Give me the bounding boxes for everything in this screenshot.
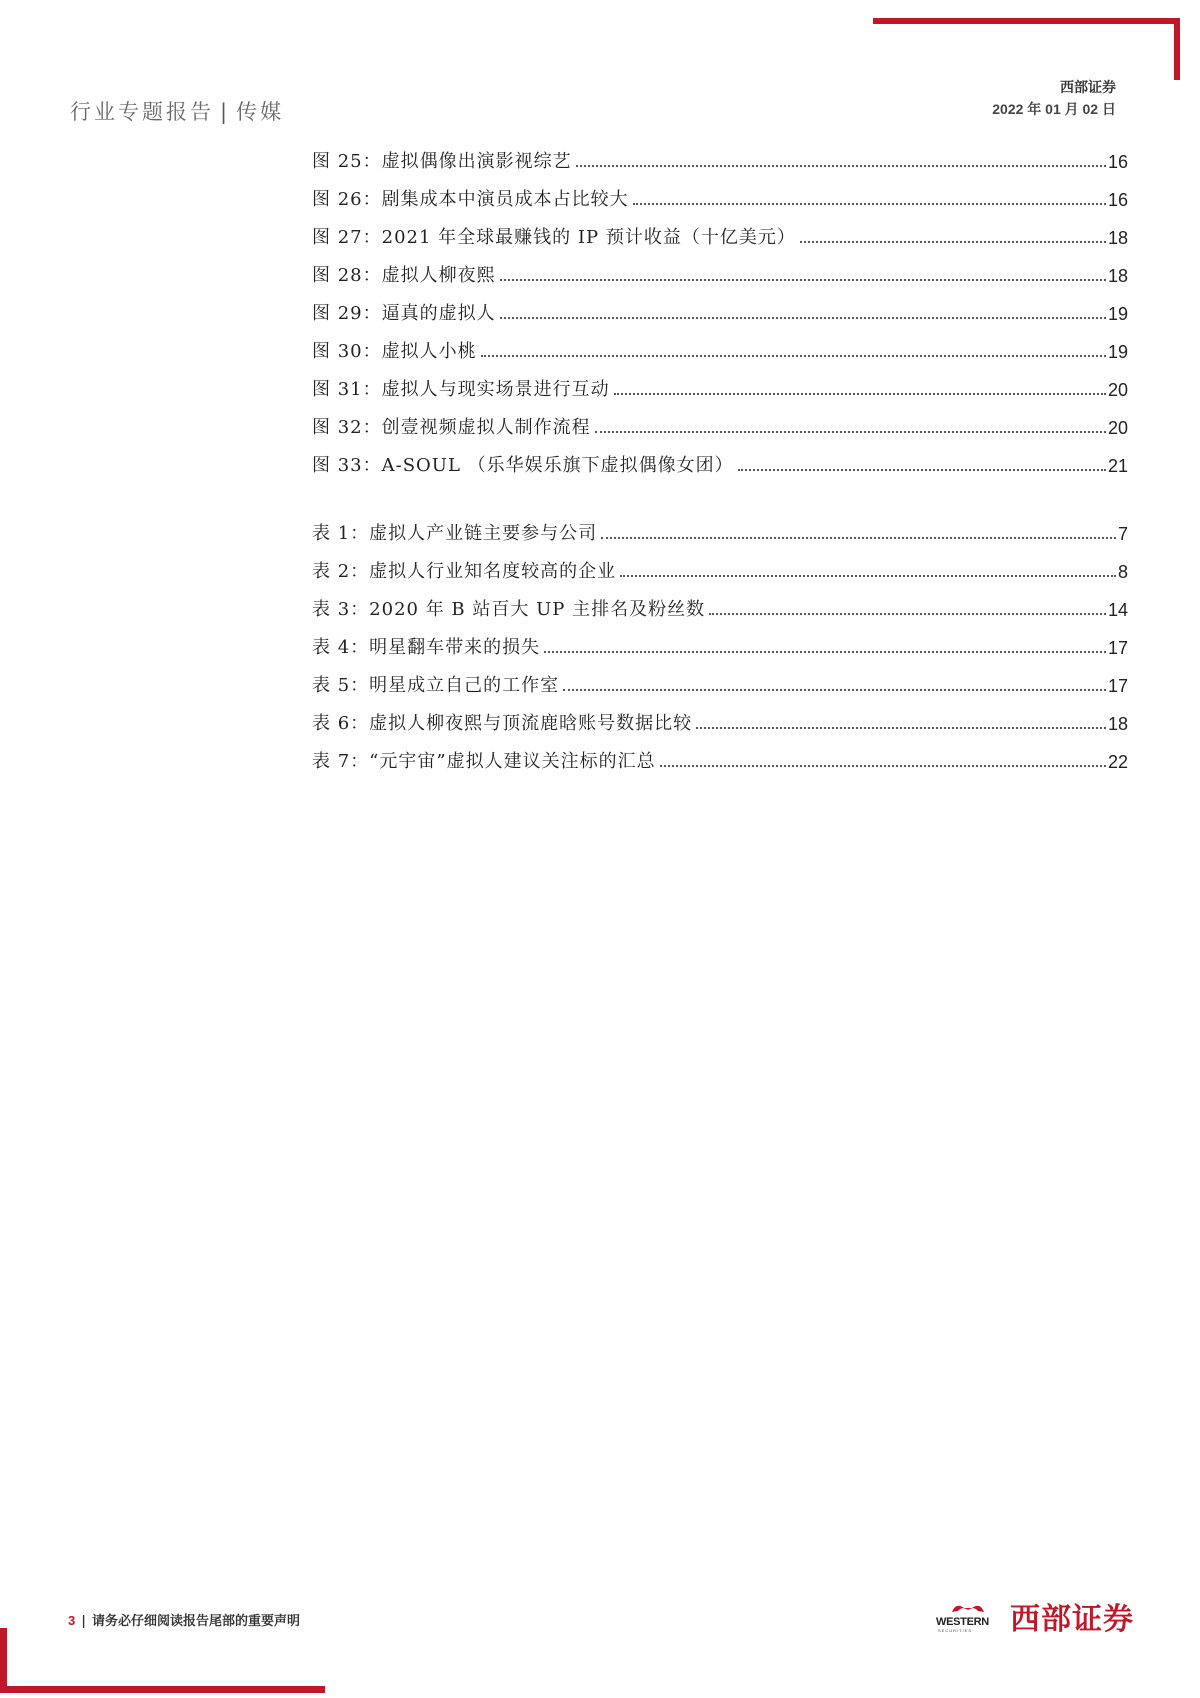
figure-entry[interactable] — [312, 363, 1128, 401]
dot-leader — [563, 689, 1106, 691]
corner-decoration-bottom-left — [0, 1686, 325, 1693]
report-header — [70, 96, 284, 126]
toc-entry-title: 图 33：A-SOUL （乐华娱乐旗下虚拟偶像女团） — [312, 455, 734, 476]
toc-entry-title: 图 31：虚拟人与现实场景进行互动 — [312, 379, 610, 400]
toc-entry-title: 图 29：逼真的虚拟人 — [312, 303, 496, 324]
dot-leader — [633, 203, 1106, 205]
table-entry[interactable] — [312, 735, 1128, 773]
toc-entry-title: 表 2：虚拟人行业知名度较高的企业 — [312, 561, 617, 582]
toc-entry-title: 图 32：创壹视频虚拟人制作流程 — [312, 417, 591, 438]
logo-chinese: 西部证券 — [1010, 1602, 1134, 1637]
header-separator: | — [220, 100, 231, 124]
toc-page-number: 8 — [1117, 562, 1128, 582]
report-sector: 传媒 — [236, 100, 285, 124]
dot-leader — [481, 355, 1106, 357]
toc-entry-title: 表 4：明星翻车带来的损失 — [312, 637, 541, 658]
logo-english: WESTERN — [936, 1616, 989, 1628]
dot-leader — [500, 279, 1106, 281]
corner-decoration-top-right-vertical — [1174, 18, 1180, 80]
figure-entry[interactable] — [312, 135, 1128, 173]
table-entry[interactable] — [312, 545, 1128, 583]
toc-entry-title: 表 1：虚拟人产业链主要参与公司 — [312, 523, 598, 544]
toc-page-number: 18 — [1107, 714, 1128, 734]
toc-page-number: 20 — [1107, 418, 1128, 438]
toc-page-number: 16 — [1107, 190, 1128, 210]
report-type: 行业专题报告 — [70, 100, 214, 124]
corner-decoration-bottom-left-vertical — [0, 1628, 7, 1693]
bull-logo-icon — [934, 1598, 1002, 1634]
corner-decoration-top-right — [873, 18, 1180, 24]
dot-leader — [544, 651, 1106, 653]
report-date: 2022 年 01 月 02 日 — [992, 101, 1116, 117]
figure-entry[interactable] — [312, 287, 1128, 325]
dot-leader — [576, 165, 1106, 167]
toc-page-number: 17 — [1107, 638, 1128, 658]
figure-entry[interactable] — [312, 401, 1128, 439]
toc-entry-title: 表 5：明星成立自己的工作室 — [312, 675, 560, 696]
footer-notice — [68, 1610, 300, 1629]
dot-leader — [696, 727, 1106, 729]
dot-leader — [595, 431, 1106, 433]
toc-entry-title: 表 7：“元宇宙”虚拟人建议关注标的汇总 — [312, 751, 656, 772]
logo-subtitle: SECURITIES — [938, 1628, 973, 1633]
toc-page-number: 21 — [1107, 456, 1128, 476]
table-entry[interactable] — [312, 697, 1128, 735]
dot-leader — [500, 317, 1106, 319]
table-entry[interactable] — [312, 583, 1128, 621]
toc-page-number: 22 — [1107, 752, 1128, 772]
toc-entry-title: 表 6：虚拟人柳夜熙与顶流鹿晗账号数据比较 — [312, 713, 693, 734]
toc-entry-title: 图 28：虚拟人柳夜熙 — [312, 265, 496, 286]
table-index — [312, 507, 1128, 773]
dot-leader — [620, 575, 1116, 577]
figure-entry[interactable] — [312, 211, 1128, 249]
toc-page-number: 20 — [1107, 380, 1128, 400]
figure-index — [312, 135, 1128, 477]
toc-page-number: 14 — [1107, 600, 1128, 620]
company-logo — [934, 1594, 1134, 1638]
figure-entry[interactable] — [312, 439, 1128, 477]
toc-page-number: 16 — [1107, 152, 1128, 172]
dot-leader — [800, 241, 1106, 243]
toc-page-number: 19 — [1107, 342, 1128, 362]
figure-entry[interactable] — [312, 325, 1128, 363]
toc-page-number: 19 — [1107, 304, 1128, 324]
toc-entry-title: 图 25：虚拟偶像出演影视综艺 — [312, 151, 572, 172]
table-entry[interactable] — [312, 659, 1128, 697]
toc-page-number: 17 — [1107, 676, 1128, 696]
dot-leader — [709, 613, 1106, 615]
toc-page-number: 18 — [1107, 266, 1128, 286]
toc-entry-title: 图 30：虚拟人小桃 — [312, 341, 477, 362]
toc-entry-title: 表 3：2020 年 B 站百大 UP 主排名及粉丝数 — [312, 599, 706, 620]
dot-leader — [738, 469, 1106, 471]
toc-entry-title: 图 26：剧集成本中演员成本占比较大 — [312, 189, 629, 210]
footer-separator: | — [81, 1614, 86, 1629]
table-entry[interactable] — [312, 507, 1128, 545]
dot-leader — [614, 393, 1106, 395]
dot-leader — [660, 765, 1106, 767]
header-brand: 西部证券 — [1060, 80, 1116, 96]
toc-entry-title: 图 27：2021 年全球最赚钱的 IP 预计收益（十亿美元） — [312, 227, 796, 248]
figure-entry[interactable] — [312, 173, 1128, 211]
page-number: 3 — [68, 1613, 76, 1628]
dot-leader — [601, 537, 1116, 539]
toc-page-number: 7 — [1117, 524, 1128, 544]
disclaimer-text: 请务必仔细阅读报告尾部的重要声明 — [91, 1614, 300, 1629]
table-entry[interactable] — [312, 621, 1128, 659]
figure-entry[interactable] — [312, 249, 1128, 287]
toc-page-number: 18 — [1107, 228, 1128, 248]
